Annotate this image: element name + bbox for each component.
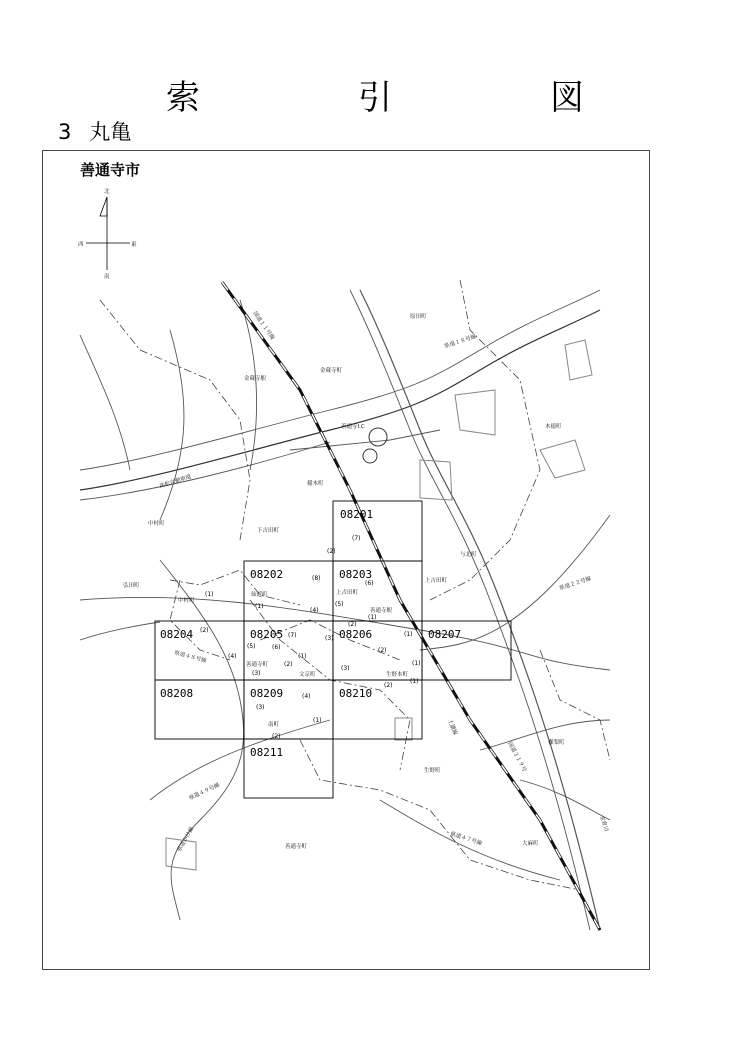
label-torisaka: 櫛梨町 [548, 740, 565, 746]
svg-text:(4): (4) [302, 693, 311, 700]
svg-text:(2): (2) [200, 627, 209, 634]
compass-icon [86, 197, 130, 270]
compass-west: 西 [78, 242, 84, 248]
svg-text:(3): (3) [256, 704, 265, 711]
svg-text:(7): (7) [352, 535, 361, 542]
sheet-08210: 08210 [339, 687, 373, 700]
label-harada: 原田町 [410, 314, 427, 320]
label-kendo-kake: 県道かけ線 [176, 826, 196, 853]
label-yokita: 与北町 [460, 552, 477, 558]
svg-text:(2): (2) [378, 647, 387, 654]
boundary-lines [100, 280, 610, 890]
svg-text:(2): (2) [272, 733, 281, 740]
label-zentsujicho: 善通寺町 [246, 662, 269, 668]
svg-text:(7): (7) [288, 632, 297, 639]
svg-text:(1): (1) [298, 653, 307, 660]
svg-text:(8): (8) [312, 575, 321, 582]
label-nakamura: 中村町 [148, 521, 165, 527]
svg-text:(1): (1) [412, 660, 421, 667]
label-minami: 南町 [268, 722, 280, 728]
svg-text:(2): (2) [348, 621, 357, 628]
svg-text:(2): (2) [284, 661, 293, 668]
sub-area-numbers [200, 535, 421, 740]
label-konzoji-sta: 金蔵寺駅 [244, 376, 267, 382]
svg-text:(4): (4) [228, 653, 237, 660]
svg-text:(1): (1) [255, 603, 264, 610]
label-oasa: 大麻町 [522, 841, 539, 847]
label-kendo48: 県道４８号線 [173, 650, 207, 665]
label-kiyoshi: 木徳町 [545, 424, 562, 430]
section-number: 3 [58, 120, 72, 144]
label-senyu: 仙遊町 [251, 592, 268, 598]
svg-text:(5): (5) [335, 601, 344, 608]
road-network [80, 290, 610, 930]
label-nakamura2: 中村町 [178, 598, 195, 604]
page-title: 索 引 図 [166, 78, 646, 118]
city-name: 善通寺市 [80, 161, 141, 179]
label-expressway: 高松自動車道 [158, 473, 193, 490]
interchange [363, 428, 387, 463]
svg-text:(4): (4) [310, 607, 319, 614]
sheet-08204: 08204 [160, 628, 194, 641]
label-kendo22: 県道２２号線 [558, 575, 593, 592]
svg-text:(1): (1) [404, 631, 413, 638]
sheet-08206: 08206 [339, 628, 373, 641]
label-ikeno: 生野町 [424, 768, 441, 774]
compass-south: 南 [104, 274, 110, 280]
sheet-08211: 08211 [250, 746, 284, 759]
svg-text:(3): (3) [325, 635, 334, 642]
label-kendo18: 県道１８号線 [443, 333, 478, 350]
svg-text:(2): (2) [327, 548, 336, 555]
label-zentsuji-sta: 善通寺駅 [370, 608, 393, 614]
sheet-08209: 08209 [250, 687, 284, 700]
sheet-08203: 08203 [339, 568, 373, 581]
label-bunkyo: 文京町 [299, 672, 316, 678]
svg-text:(3): (3) [341, 665, 350, 672]
sheet-08202: 08202 [250, 568, 284, 581]
label-kamiyoshida2: 上吉田町 [425, 578, 448, 584]
label-ikeno-honmachi: 生野本町 [386, 672, 409, 678]
svg-text:(2): (2) [384, 682, 393, 689]
label-dokan: 土讃線 [446, 718, 458, 737]
label-kendo47: 県道４７号線 [449, 831, 483, 848]
sheet-08201: 08201 [340, 508, 374, 521]
compass-north: 北 [104, 189, 110, 195]
label-kokudo11: 国道１１号線 [251, 310, 276, 342]
sheet-08205: 08205 [250, 628, 284, 641]
label-kamiyoshida: 上吉田町 [336, 590, 359, 596]
svg-text:(1): (1) [368, 614, 377, 621]
label-shimoyoshida: 下吉田町 [257, 528, 280, 534]
label-yuda: 弘田町 [123, 583, 140, 589]
sheet-08208: 08208 [160, 687, 194, 700]
svg-text:(6): (6) [272, 644, 281, 651]
label-konzoji: 金蔵寺町 [320, 368, 343, 374]
label-zentsujicho2: 善通寺町 [285, 844, 308, 850]
sheet-08207: 08207 [428, 628, 462, 641]
sheet-grid [155, 501, 511, 798]
svg-text:(1): (1) [313, 717, 322, 724]
railway-line [222, 282, 600, 930]
compass-east: 東 [131, 242, 137, 248]
svg-text:(1): (1) [410, 678, 419, 685]
label-kendo49: 県道４９号線 [188, 782, 221, 802]
label-ic: 善通寺I.C [341, 424, 365, 430]
svg-text:(5): (5) [247, 643, 256, 650]
ponds [166, 340, 592, 870]
label-kanakura: 金倉川 [598, 814, 609, 833]
svg-text:(6): (6) [365, 580, 374, 587]
svg-text:(1): (1) [205, 591, 214, 598]
label-inaki: 稲木町 [307, 481, 324, 487]
label-kokudo319: 国道３１９号 [506, 741, 528, 774]
section-name: 丸亀 [89, 120, 132, 144]
svg-text:(3): (3) [252, 670, 261, 677]
